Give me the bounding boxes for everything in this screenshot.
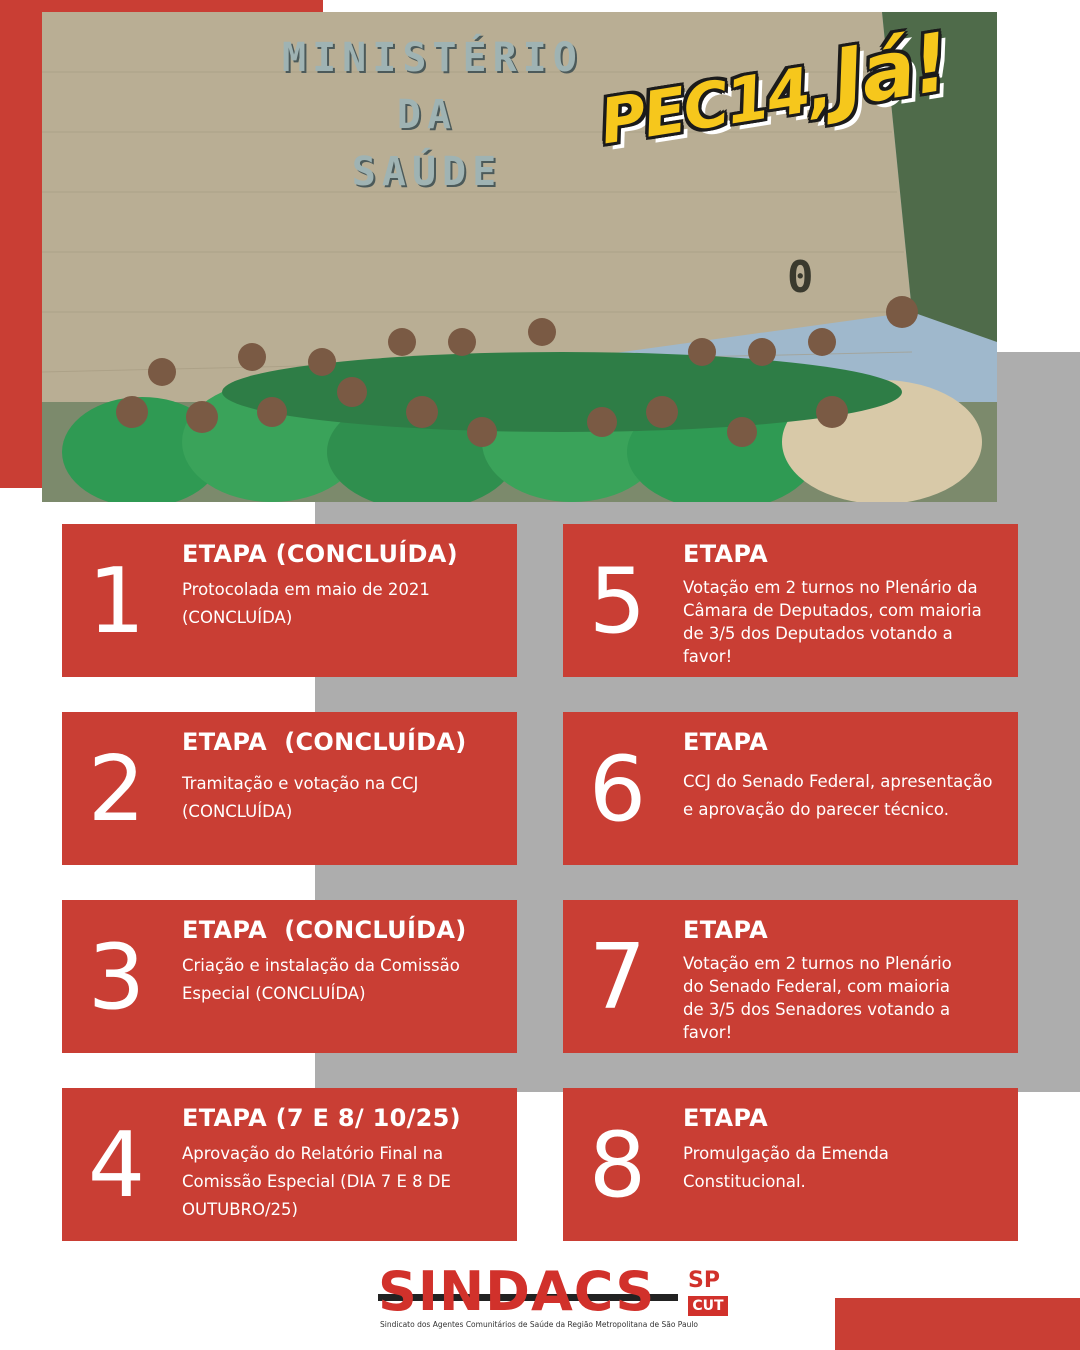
step-number: 3 <box>87 925 146 1030</box>
step-title: ETAPA <box>683 916 768 944</box>
step-title: ETAPA (CONCLUÍDA) <box>182 916 467 944</box>
ja-text: Já! <box>826 15 954 126</box>
step-description: Tramitação e votação na CCJ (CONCLUÍDA) <box>182 774 419 821</box>
step-number: 2 <box>87 737 146 842</box>
step-card-1 <box>62 524 517 677</box>
step-card-7 <box>563 900 1018 1053</box>
step-description: Votação em 2 turnos no Plenário do Senado Federal, com maioria de 3/5 dos Senadores votando a favor! <box>683 954 952 1042</box>
step-title: ETAPA <box>683 728 768 756</box>
step-title: ETAPA <box>683 540 768 568</box>
step-description: Votação em 2 turnos no Plenário da Câmara de Deputados, com maioria de 3/5 dos Deputados votando a favor! <box>683 578 982 666</box>
step-card-2 <box>62 712 517 865</box>
step-description: CCJ do Senado Federal, apresentação e aprovação do parecer técnico. <box>683 772 993 819</box>
step-number: 7 <box>588 925 647 1030</box>
building-sign-line: DA <box>396 92 458 138</box>
step-description: Promulgação da Emenda Constitucional. <box>683 1144 889 1191</box>
step-card-6 <box>563 712 1018 865</box>
step-card-8 <box>563 1088 1018 1241</box>
building-sign <box>282 30 583 201</box>
step-number: 6 <box>588 737 647 842</box>
step-description: Aprovação do Relatório Final na Comissão Especial (DIA 7 E 8 DE OUTUBRO/25) <box>182 1144 451 1219</box>
step-title: ETAPA <box>683 1104 768 1132</box>
svg-text:0: 0 <box>787 252 814 303</box>
step-card-4 <box>62 1088 517 1241</box>
building-sign-line: MINISTÉRIO <box>282 35 583 81</box>
logo-tagline: Sindicato dos Agentes Comunitários de Saúde da Região Metropolitana de São Paulo <box>380 1320 699 1329</box>
step-number: 4 <box>87 1113 146 1218</box>
step-number: 5 <box>588 549 647 654</box>
step-description: Criação e instalação da Comissão Especial (CONCLUÍDA) <box>182 956 460 1003</box>
logo-wordmark: SINDACS <box>378 1260 656 1323</box>
step-card-5 <box>563 524 1018 677</box>
step-title: ETAPA (CONCLUÍDA) <box>182 728 467 756</box>
pec-text: PEC14, <box>595 50 835 159</box>
building-sign-line: SAÚDE <box>351 149 503 195</box>
logo-region: SP <box>688 1268 720 1293</box>
step-title: ETAPA (7 E 8/ 10/25) <box>182 1104 461 1132</box>
step-number: 8 <box>588 1113 647 1218</box>
background-red-block-bottom <box>835 1298 1080 1350</box>
sindacs-logo <box>378 1260 733 1336</box>
step-title: ETAPA (CONCLUÍDA) <box>182 540 458 568</box>
step-number: 1 <box>87 549 146 654</box>
logo-union: CUT <box>688 1296 728 1316</box>
step-description: Protocolada em maio de 2021 (CONCLUÍDA) <box>182 580 430 627</box>
step-card-3 <box>62 900 517 1053</box>
